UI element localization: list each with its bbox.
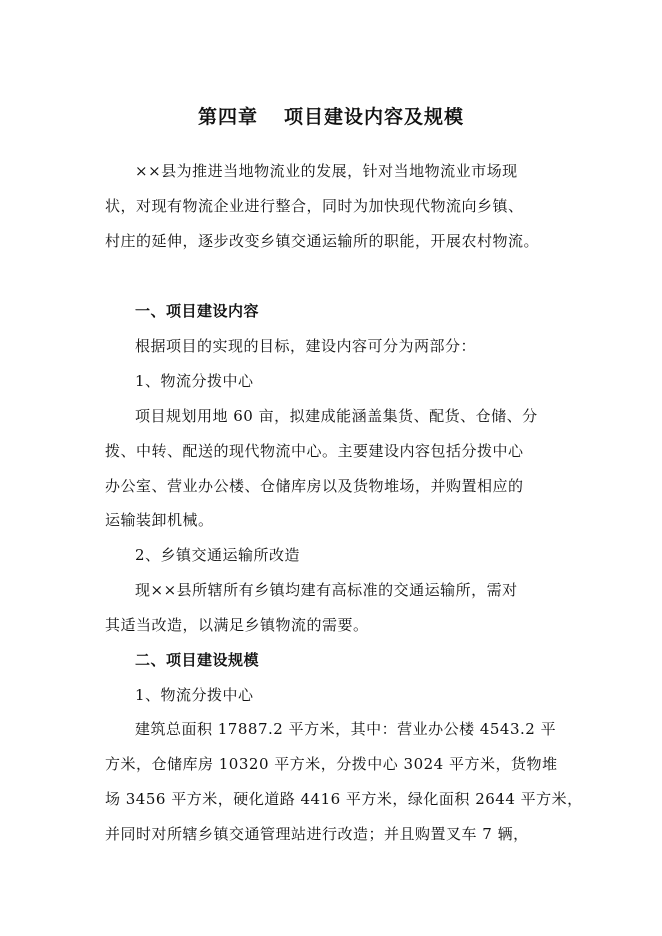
- section-2-item-1-line-3: 场 3456 平方米，硬化道路 4416 平方米，绿化面积 2644 平方米，: [105, 790, 583, 808]
- section-1-item-2-line-1: 现××县所辖所有乡镇均建有高标准的交通运输所，需对: [135, 581, 518, 599]
- section-1-lead: 根据项目的实现的目标，建设内容可分为两部分：: [135, 337, 477, 355]
- section-2-item-1-label: 1、物流分拨中心: [135, 686, 254, 704]
- chapter-heading: 项目建设内容及规模: [284, 106, 465, 128]
- section-1-heading: 一、项目建设内容: [135, 302, 260, 320]
- intro-line-2: 状，对现有物流企业进行整合，同时为加快现代物流向乡镇、: [105, 197, 524, 215]
- section-2-heading: 二、项目建设规模: [135, 651, 260, 669]
- section-1-item-1-line-1: 项目规划用地 60 亩，拟建成能涵盖集货、配货、仓储、分: [135, 407, 538, 425]
- section-1-item-1-line-3: 办公室、营业办公楼、仓储库房以及货物堆场，并购置相应的: [105, 477, 524, 495]
- section-1-item-1-label: 1、物流分拨中心: [135, 372, 254, 390]
- intro-line-1: ××县为推进当地物流业的发展，针对当地物流业市场现: [135, 162, 518, 180]
- section-2-item-1-line-2: 方米，仓储库房 10320 平方米，分拨中心 3024 平方米，货物堆: [105, 755, 558, 773]
- section-1-item-1-line-2: 拨、中转、配送的现代物流中心。主要建设内容包括分拨中心: [105, 442, 524, 460]
- chapter-number: 第四章: [197, 106, 258, 128]
- section-1-item-2-line-2: 其适当改造，以满足乡镇物流的需要。: [105, 616, 369, 634]
- section-1-item-2-label: 2、乡镇交通运输所改造: [135, 546, 301, 564]
- section-2-item-1-line-4: 并同时对所辖乡镇交通管理站进行改造；并且购置叉车 7 辆，: [105, 825, 529, 843]
- section-1-item-1-line-4: 运输装卸机械。: [105, 511, 214, 529]
- section-2-item-1-line-1: 建筑总面积 17887.2 平方米，其中：营业办公楼 4543.2 平: [135, 720, 557, 738]
- intro-line-3: 村庄的延伸，逐步改变乡镇交通运输所的职能，开展农村物流。: [105, 232, 540, 250]
- chapter-title: [0, 102, 662, 129]
